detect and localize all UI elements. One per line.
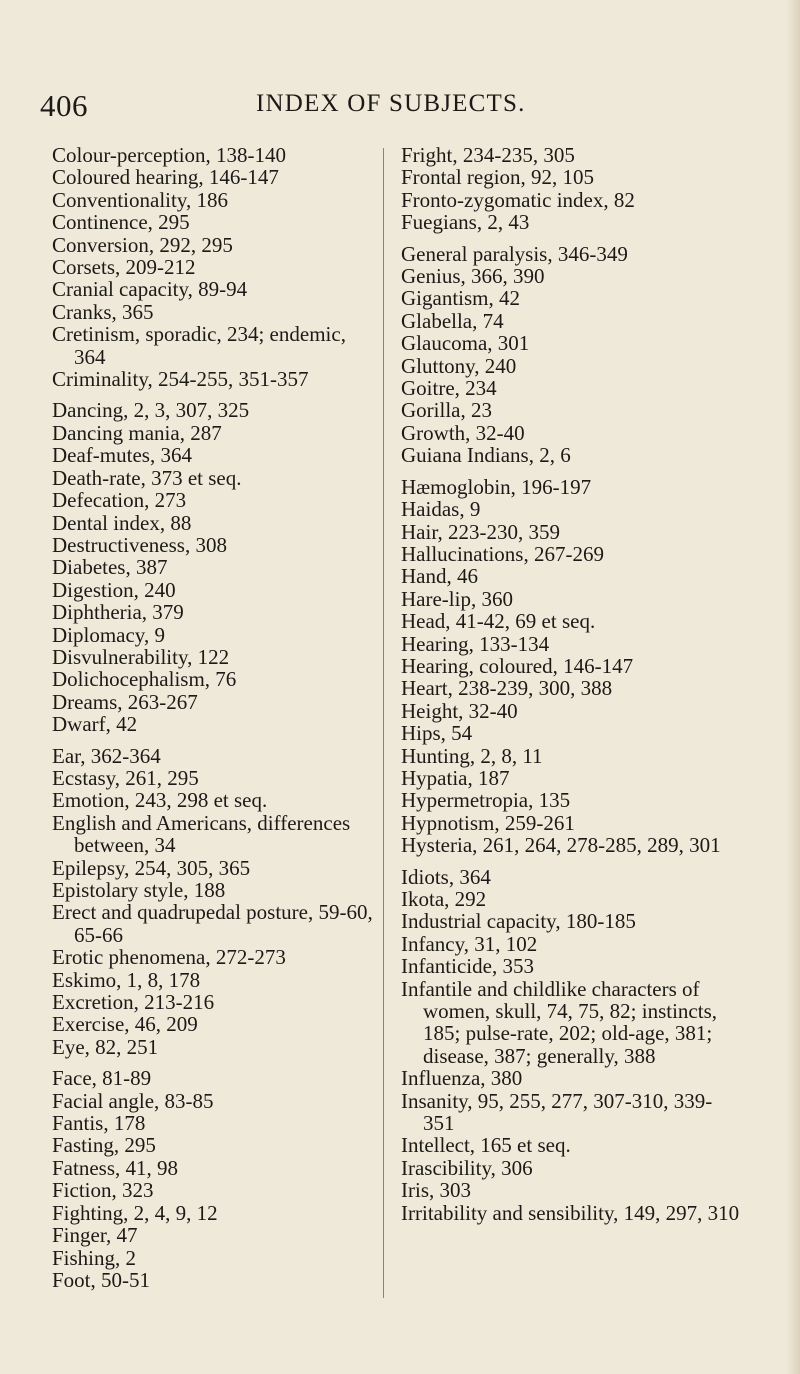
index-entry: Genius, 366, 390 xyxy=(401,264,545,289)
index-entry: Growth, 32-40 xyxy=(401,420,525,445)
index-entry: Fasting, 295 xyxy=(52,1133,156,1158)
index-entry: Continence, 295 xyxy=(52,210,190,235)
index-entry: Diphtheria, 379 xyxy=(52,600,184,625)
index-entry: Fatness, 41, 98 xyxy=(52,1155,178,1180)
index-entry: Fronto-zygomatic index, 82 xyxy=(401,187,635,212)
index-entry: Hips, 54 xyxy=(401,721,473,746)
index-entry: Eye, 82, 251 xyxy=(52,1034,159,1059)
index-entry: Dental index, 88 xyxy=(52,510,192,535)
index-entry: Goitre, 234 xyxy=(401,376,497,401)
index-column-left xyxy=(52,144,374,1300)
index-entry: Hair, 223-230, 359 xyxy=(401,519,560,544)
index-entry: Corsets, 209-212 xyxy=(52,255,196,280)
index-section xyxy=(52,399,374,735)
index-entry: Foot, 50-51 xyxy=(52,1267,151,1292)
index-entry: Disvulnerability, 122 xyxy=(52,644,230,669)
index-entry: Hunting, 2, 8, 11 xyxy=(401,743,543,768)
index-section xyxy=(52,144,374,390)
index-entry: Fuegians, 2, 43 xyxy=(401,210,530,235)
index-entry: English and Americans, differences between, 34 xyxy=(52,810,351,858)
index-entry: Ecstasy, 261, 295 xyxy=(52,765,199,790)
index-section xyxy=(401,144,741,234)
index-entry: Industrial capacity, 180-185 xyxy=(401,909,636,934)
index-entry: Hypermetropia, 135 xyxy=(401,788,571,813)
index-entry: Defecation, 273 xyxy=(52,488,187,513)
index-entry: Dancing, 2, 3, 307, 325 xyxy=(52,398,250,423)
index-entry: Fishing, 2 xyxy=(52,1245,137,1270)
index-entry: Colour-perception, 138-140 xyxy=(52,143,287,167)
index-entry: Facial angle, 83-85 xyxy=(52,1088,214,1113)
index-entry: Hypatia, 187 xyxy=(401,765,510,790)
page-header xyxy=(40,88,760,124)
index-entry: Hare-lip, 360 xyxy=(401,586,513,611)
index-entry: Head, 41-42, 69 et seq. xyxy=(401,609,596,634)
index-entry: Haidas, 9 xyxy=(401,497,481,522)
index-entry: Gluttony, 240 xyxy=(401,353,517,378)
index-entry: Heart, 238-239, 300, 388 xyxy=(401,676,613,701)
index-entry: Gorilla, 23 xyxy=(401,398,492,423)
index-entry: Hand, 46 xyxy=(401,564,478,589)
index-entry: Guiana Indians, 2, 6 xyxy=(401,443,571,468)
index-entry: Cranks, 365 xyxy=(52,299,154,324)
index-entry: Hysteria, 261, 264, 278-285, 289, 301 xyxy=(401,833,721,858)
index-entry: Height, 32-40 xyxy=(401,698,518,723)
index-entry: Criminality, 254-255, 351-357 xyxy=(52,367,309,392)
index-entry: Eskimo, 1, 8, 178 xyxy=(52,967,201,992)
index-entry: Conversion, 292, 295 xyxy=(52,232,233,257)
index-entry: Infanticide, 353 xyxy=(401,954,534,979)
index-entry: Glabella, 74 xyxy=(401,308,504,333)
index-entry: Diabetes, 387 xyxy=(52,555,168,580)
index-section xyxy=(401,866,741,1225)
index-entry: Conventionality, 186 xyxy=(52,187,228,212)
index-entry: Hearing, 133-134 xyxy=(401,631,550,656)
index-entry: Irritability and sensibility, 149, 297, 310 xyxy=(401,1200,740,1225)
index-entry: Death-rate, 373 et seq. xyxy=(52,465,242,490)
index-entry: Hypnotism, 259-261 xyxy=(401,810,575,835)
index-section xyxy=(401,243,741,467)
index-entry: Epistolary style, 188 xyxy=(52,878,226,902)
index-entry: Dwarf, 42 xyxy=(52,712,138,737)
index-entry: Epilepsy, 254, 305, 365 xyxy=(52,855,251,880)
page-edge-shadow xyxy=(786,0,800,1374)
index-entry: Insanity, 95, 255, 277, 307-310, 339-351 xyxy=(401,1088,713,1136)
index-entry: Digestion, 240 xyxy=(52,577,176,602)
index-entry: Frontal region, 92, 105 xyxy=(401,165,595,190)
index-entry: Glaucoma, 301 xyxy=(401,331,530,356)
index-entry: Influenza, 380 xyxy=(401,1066,523,1091)
index-entry: Fantis, 178 xyxy=(52,1111,146,1136)
index-entry: Deaf-mutes, 364 xyxy=(52,443,192,468)
index-entry: Fighting, 2, 4, 9, 12 xyxy=(52,1200,218,1225)
index-entry: Intellect, 165 et seq. xyxy=(401,1133,571,1158)
index-entry: Finger, 47 xyxy=(52,1223,138,1248)
index-entry: Infancy, 31, 102 xyxy=(401,931,538,956)
index-entry: Excretion, 213-216 xyxy=(52,990,215,1015)
index-column-right xyxy=(401,144,741,1233)
index-entry: Iris, 303 xyxy=(401,1178,471,1203)
index-entry: General paralysis, 346-349 xyxy=(401,241,628,266)
index-entry: Cretinism, sporadic, 234; endemic, 364 xyxy=(52,322,346,369)
index-entry: Irascibility, 306 xyxy=(401,1155,533,1180)
index-entry: Face, 81-89 xyxy=(52,1066,152,1091)
running-head: INDEX OF SUBJECTS. xyxy=(256,90,526,117)
column-divider xyxy=(383,148,384,1298)
index-entry: Hearing, coloured, 146-147 xyxy=(401,653,634,678)
index-entry: Ikota, 292 xyxy=(401,887,487,911)
index-section xyxy=(52,745,374,1059)
index-entry: Erotic phenomena, 272-273 xyxy=(52,945,286,970)
index-entry: Destructiveness, 308 xyxy=(52,532,227,557)
index-entry: Exercise, 46, 209 xyxy=(52,1012,198,1037)
index-section xyxy=(401,476,741,857)
index-entry: Dolichocephalism, 76 xyxy=(52,667,237,692)
index-entry: Idiots, 364 xyxy=(401,864,491,889)
index-entry: Ear, 362-364 xyxy=(52,743,161,768)
index-entry: Infantile and childlike characters of women, skull, 74, 75, 82; instincts, 185; pulse-rate, 202; old-age, 381; disease, 387; generally, 388 xyxy=(401,976,717,1068)
index-entry: Hæmoglobin, 196-197 xyxy=(401,474,592,499)
index-section xyxy=(52,1067,374,1291)
page-number: 406 xyxy=(40,88,88,123)
index-entry: Gigantism, 42 xyxy=(401,286,520,311)
index-entry: Coloured hearing, 146-147 xyxy=(52,165,279,190)
index-entry: Erect and quadrupedal posture, 59-60, 65-66 xyxy=(52,900,373,947)
index-entry: Cranial capacity, 89-94 xyxy=(52,277,248,302)
index-entry: Fiction, 323 xyxy=(52,1178,154,1203)
index-entry: Diplomacy, 9 xyxy=(52,622,165,647)
index-entry: Dancing mania, 287 xyxy=(52,420,222,445)
index-entry: Dreams, 263-267 xyxy=(52,689,198,714)
index-entry: Fright, 234-235, 305 xyxy=(401,143,575,167)
index-entry: Hallucinations, 267-269 xyxy=(401,541,604,566)
index-entry: Emotion, 243, 298 et seq. xyxy=(52,788,268,813)
